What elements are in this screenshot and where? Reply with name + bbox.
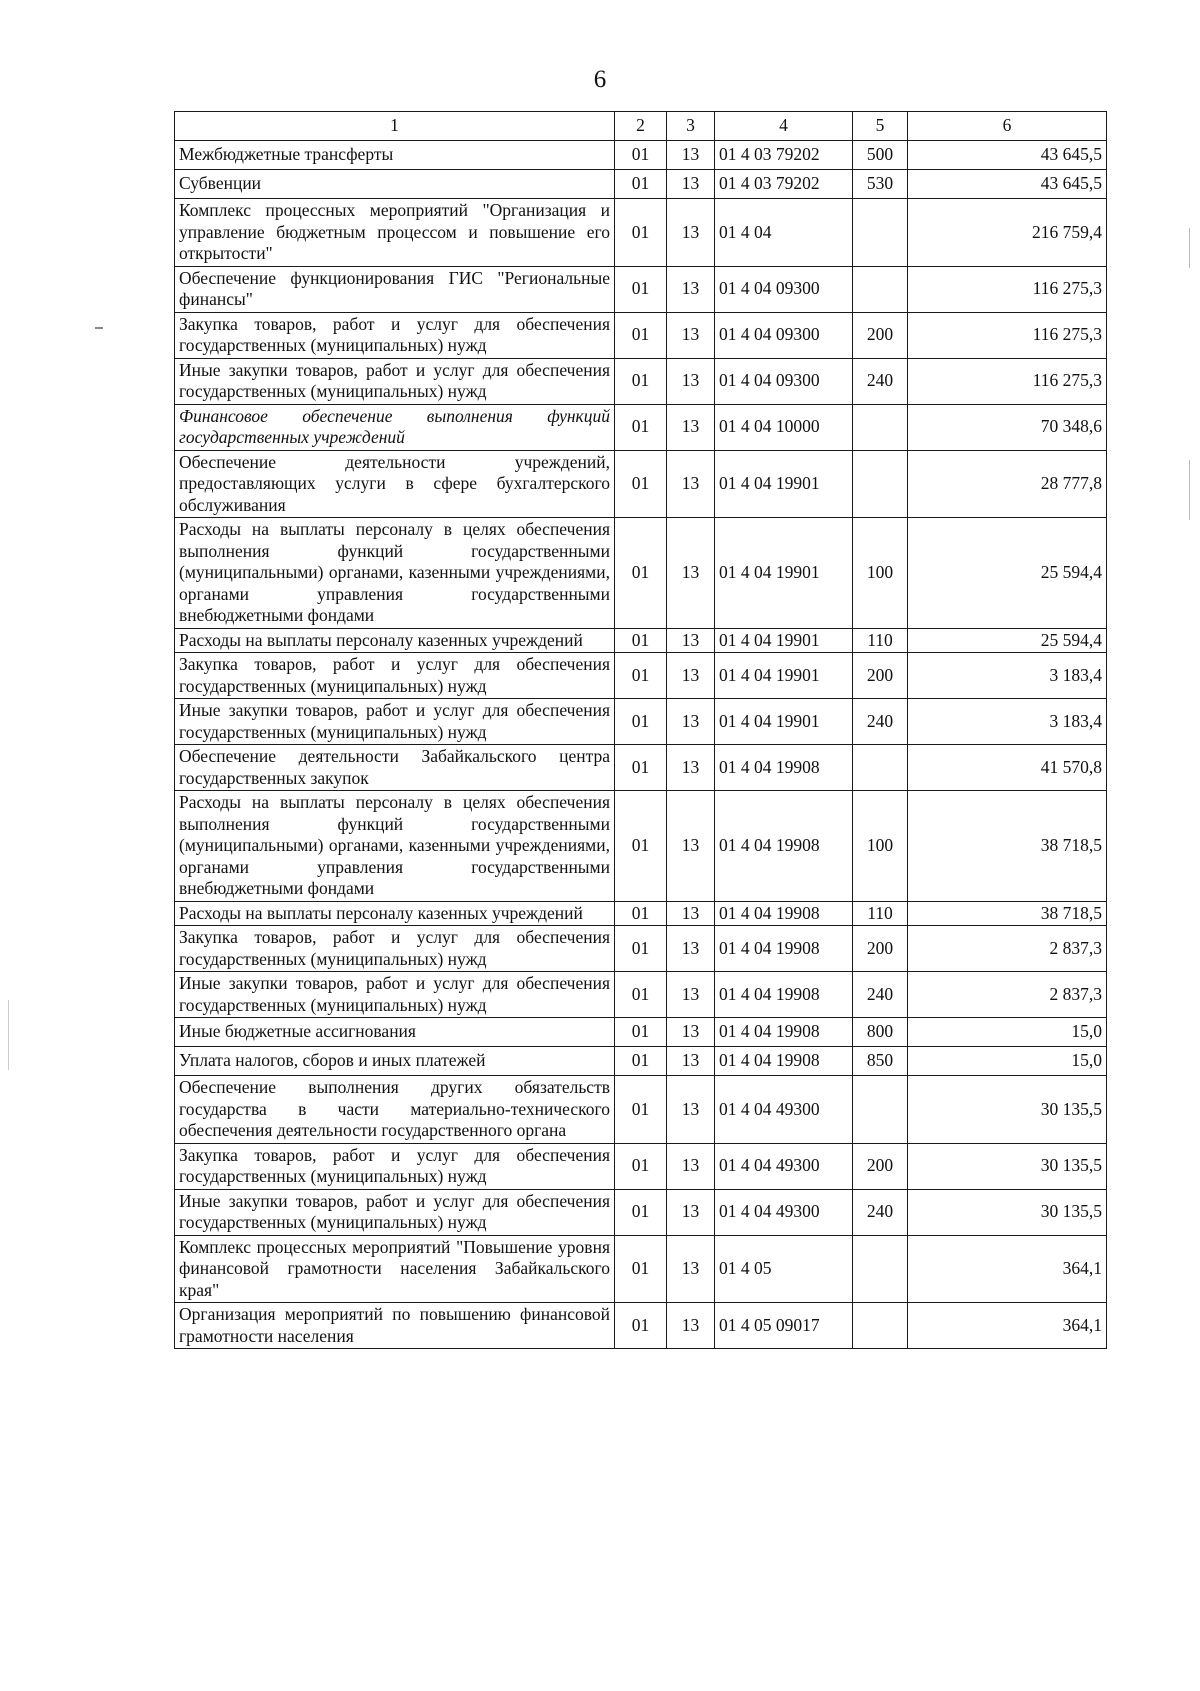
row-expense-type-cell [853, 450, 908, 518]
row-subsection-cell: 13 [667, 745, 715, 791]
row-amount-cell: 116 275,3 [908, 358, 1107, 404]
row-expense-type-cell [853, 199, 908, 267]
row-section-cell: 01 [615, 699, 667, 745]
row-subsection-cell: 13 [667, 266, 715, 312]
row-name-cell: Обеспечение деятельности учреждений, предоставляющих услуги в сфере бухгалтерского обслуживания [175, 450, 615, 518]
row-expense-type-cell: 530 [853, 170, 908, 199]
row-target-code-cell: 01 4 04 49300 [715, 1189, 853, 1235]
row-name-cell: Иные бюджетные ассигнования [175, 1018, 615, 1047]
row-expense-type-cell: 110 [853, 901, 908, 926]
row-section-cell: 01 [615, 1189, 667, 1235]
row-section-cell: 01 [615, 1143, 667, 1189]
table-row [175, 450, 1107, 518]
row-name-cell: Обеспечение выполнения других обязательств государства в части материально-технического обеспечения деятельности государственного органа [175, 1076, 615, 1144]
row-subsection-cell: 13 [667, 170, 715, 199]
row-name-cell: Иные закупки товаров, работ и услуг для обеспечения государственных (муниципальных) нужд [175, 699, 615, 745]
row-amount-cell: 364,1 [908, 1303, 1107, 1349]
row-subsection-cell: 13 [667, 1076, 715, 1144]
row-expense-type-cell: 850 [853, 1047, 908, 1076]
row-expense-type-cell [853, 404, 908, 450]
row-subsection-cell: 13 [667, 1189, 715, 1235]
row-expense-type-cell: 200 [853, 1143, 908, 1189]
row-section-cell: 01 [615, 901, 667, 926]
row-name-cell: Иные закупки товаров, работ и услуг для обеспечения государственных (муниципальных) нужд [175, 1189, 615, 1235]
column-header-3: 3 [667, 112, 715, 141]
scan-mark [1189, 460, 1190, 520]
row-amount-cell: 364,1 [908, 1235, 1107, 1303]
row-target-code-cell: 01 4 04 19908 [715, 1047, 853, 1076]
table-row [175, 628, 1107, 653]
row-amount-cell: 15,0 [908, 1047, 1107, 1076]
row-name-cell: Обеспечение функционирования ГИС "Региональные финансы" [175, 266, 615, 312]
row-section-cell: 01 [615, 170, 667, 199]
header-row [175, 112, 1107, 141]
row-target-code-cell: 01 4 04 49300 [715, 1143, 853, 1189]
row-amount-cell: 2 837,3 [908, 926, 1107, 972]
table-row [175, 699, 1107, 745]
table-row [175, 972, 1107, 1018]
row-section-cell: 01 [615, 1303, 667, 1349]
row-target-code-cell: 01 4 04 09300 [715, 358, 853, 404]
row-target-code-cell: 01 4 04 19901 [715, 653, 853, 699]
table-row [175, 653, 1107, 699]
row-target-code-cell: 01 4 04 10000 [715, 404, 853, 450]
row-expense-type-cell: 240 [853, 699, 908, 745]
row-name-cell: Расходы на выплаты персоналу в целях обеспечения выполнения функций государственными (муниципальными) органами, казенными учреждениями, органами управления государственными внебюджетными фондами [175, 791, 615, 902]
row-section-cell: 01 [615, 266, 667, 312]
row-section-cell: 01 [615, 1235, 667, 1303]
row-expense-type-cell: 500 [853, 141, 908, 170]
row-name-cell: Уплата налогов, сборов и иных платежей [175, 1047, 615, 1076]
row-target-code-cell: 01 4 04 19901 [715, 450, 853, 518]
row-amount-cell: 116 275,3 [908, 266, 1107, 312]
row-name-cell: Комплекс процессных мероприятий "Организация и управление бюджетным процессом и повышение его открытости" [175, 199, 615, 267]
row-expense-type-cell: 240 [853, 972, 908, 1018]
row-subsection-cell: 13 [667, 926, 715, 972]
row-subsection-cell: 13 [667, 358, 715, 404]
scan-mark [1189, 228, 1190, 268]
row-amount-cell: 43 645,5 [908, 141, 1107, 170]
row-section-cell: 01 [615, 141, 667, 170]
table-row [175, 926, 1107, 972]
row-subsection-cell: 13 [667, 141, 715, 170]
row-subsection-cell: 13 [667, 1235, 715, 1303]
row-target-code-cell: 01 4 03 79202 [715, 170, 853, 199]
row-amount-cell: 38 718,5 [908, 901, 1107, 926]
row-subsection-cell: 13 [667, 1018, 715, 1047]
column-header-1: 1 [175, 112, 615, 141]
row-amount-cell: 41 570,8 [908, 745, 1107, 791]
row-amount-cell: 70 348,6 [908, 404, 1107, 450]
row-subsection-cell: 13 [667, 450, 715, 518]
row-name-cell: Расходы на выплаты персоналу в целях обеспечения выполнения функций государственными (муниципальными) органами, казенными учреждениями, органами управления государственными внебюджетными фондами [175, 518, 615, 629]
row-amount-cell: 3 183,4 [908, 653, 1107, 699]
row-amount-cell: 25 594,4 [908, 628, 1107, 653]
row-target-code-cell: 01 4 04 19908 [715, 791, 853, 902]
row-target-code-cell: 01 4 04 09300 [715, 266, 853, 312]
page-number: 6 [593, 66, 607, 93]
row-amount-cell: 3 183,4 [908, 699, 1107, 745]
row-expense-type-cell: 110 [853, 628, 908, 653]
row-section-cell: 01 [615, 653, 667, 699]
row-amount-cell: 25 594,4 [908, 518, 1107, 629]
row-target-code-cell: 01 4 04 09300 [715, 312, 853, 358]
row-name-cell: Закупка товаров, работ и услуг для обеспечения государственных (муниципальных) нужд [175, 1143, 615, 1189]
row-section-cell: 01 [615, 312, 667, 358]
row-expense-type-cell [853, 1303, 908, 1349]
row-subsection-cell: 13 [667, 653, 715, 699]
table-row [175, 266, 1107, 312]
row-subsection-cell: 13 [667, 1143, 715, 1189]
table-row [175, 1143, 1107, 1189]
row-name-cell: Иные закупки товаров, работ и услуг для обеспечения государственных (муниципальных) нужд [175, 972, 615, 1018]
row-section-cell: 01 [615, 972, 667, 1018]
row-section-cell: 01 [615, 404, 667, 450]
row-target-code-cell: 01 4 05 09017 [715, 1303, 853, 1349]
row-amount-cell: 28 777,8 [908, 450, 1107, 518]
row-expense-type-cell: 200 [853, 653, 908, 699]
row-section-cell: 01 [615, 926, 667, 972]
row-name-cell: Субвенции [175, 170, 615, 199]
row-target-code-cell: 01 4 04 19908 [715, 1018, 853, 1047]
row-expense-type-cell: 240 [853, 1189, 908, 1235]
row-subsection-cell: 13 [667, 628, 715, 653]
table-row [175, 170, 1107, 199]
scan-mark [95, 327, 103, 329]
row-amount-cell: 43 645,5 [908, 170, 1107, 199]
table-row [175, 1076, 1107, 1144]
budget-table [174, 111, 1107, 1349]
row-target-code-cell: 01 4 04 19908 [715, 901, 853, 926]
row-target-code-cell: 01 4 04 49300 [715, 1076, 853, 1144]
table-row [175, 745, 1107, 791]
row-subsection-cell: 13 [667, 199, 715, 267]
row-section-cell: 01 [615, 1047, 667, 1076]
row-section-cell: 01 [615, 791, 667, 902]
row-target-code-cell: 01 4 04 19908 [715, 972, 853, 1018]
row-subsection-cell: 13 [667, 518, 715, 629]
row-section-cell: 01 [615, 199, 667, 267]
row-name-cell: Организация мероприятий по повышению финансовой грамотности населения [175, 1303, 615, 1349]
table-row [175, 791, 1107, 902]
table-row [175, 518, 1107, 629]
row-name-cell: Закупка товаров, работ и услуг для обеспечения государственных (муниципальных) нужд [175, 926, 615, 972]
column-header-6: 6 [908, 112, 1107, 141]
row-amount-cell: 15,0 [908, 1018, 1107, 1047]
row-expense-type-cell [853, 1076, 908, 1144]
row-section-cell: 01 [615, 1018, 667, 1047]
row-amount-cell: 2 837,3 [908, 972, 1107, 1018]
row-target-code-cell: 01 4 04 19901 [715, 628, 853, 653]
row-expense-type-cell: 200 [853, 312, 908, 358]
row-subsection-cell: 13 [667, 312, 715, 358]
row-expense-type-cell [853, 266, 908, 312]
row-expense-type-cell: 200 [853, 926, 908, 972]
row-section-cell: 01 [615, 1076, 667, 1144]
row-target-code-cell: 01 4 04 19908 [715, 745, 853, 791]
row-name-cell: Иные закупки товаров, работ и услуг для обеспечения государственных (муниципальных) нужд [175, 358, 615, 404]
row-section-cell: 01 [615, 628, 667, 653]
row-amount-cell: 38 718,5 [908, 791, 1107, 902]
row-section-cell: 01 [615, 450, 667, 518]
row-subsection-cell: 13 [667, 1303, 715, 1349]
row-section-cell: 01 [615, 745, 667, 791]
table-row [175, 901, 1107, 926]
scan-mark [8, 1000, 9, 1070]
row-subsection-cell: 13 [667, 1047, 715, 1076]
table-row [175, 404, 1107, 450]
row-subsection-cell: 13 [667, 972, 715, 1018]
column-header-4: 4 [715, 112, 853, 141]
row-amount-cell: 30 135,5 [908, 1076, 1107, 1144]
row-name-cell: Закупка товаров, работ и услуг для обеспечения государственных (муниципальных) нужд [175, 653, 615, 699]
row-target-code-cell: 01 4 04 19901 [715, 699, 853, 745]
row-expense-type-cell [853, 1235, 908, 1303]
row-name-cell: Обеспечение деятельности Забайкальского центра государственных закупок [175, 745, 615, 791]
table-row [175, 1235, 1107, 1303]
table-row [175, 141, 1107, 170]
row-amount-cell: 116 275,3 [908, 312, 1107, 358]
table-row [175, 1189, 1107, 1235]
row-target-code-cell: 01 4 04 19901 [715, 518, 853, 629]
row-expense-type-cell: 100 [853, 791, 908, 902]
row-amount-cell: 30 135,5 [908, 1143, 1107, 1189]
row-name-cell: Комплекс процессных мероприятий "Повышение уровня финансовой грамотности населения Забайкальского края" [175, 1235, 615, 1303]
table-row [175, 1303, 1107, 1349]
column-header-2: 2 [615, 112, 667, 141]
table-row [175, 358, 1107, 404]
row-target-code-cell: 01 4 04 19908 [715, 926, 853, 972]
row-expense-type-cell [853, 745, 908, 791]
row-section-cell: 01 [615, 518, 667, 629]
row-section-cell: 01 [615, 358, 667, 404]
table-row [175, 1047, 1107, 1076]
row-target-code-cell: 01 4 04 [715, 199, 853, 267]
row-subsection-cell: 13 [667, 404, 715, 450]
row-amount-cell: 216 759,4 [908, 199, 1107, 267]
row-expense-type-cell: 800 [853, 1018, 908, 1047]
table-row [175, 312, 1107, 358]
column-header-5: 5 [853, 112, 908, 141]
table-row [175, 1018, 1107, 1047]
row-name-cell: Межбюджетные трансферты [175, 141, 615, 170]
row-name-cell: Закупка товаров, работ и услуг для обеспечения государственных (муниципальных) нужд [175, 312, 615, 358]
table-body [175, 141, 1107, 1349]
row-expense-type-cell: 100 [853, 518, 908, 629]
row-name-cell: Расходы на выплаты персоналу казенных учреждений [175, 901, 615, 926]
row-subsection-cell: 13 [667, 791, 715, 902]
table-row [175, 199, 1107, 267]
row-target-code-cell: 01 4 03 79202 [715, 141, 853, 170]
row-amount-cell: 30 135,5 [908, 1189, 1107, 1235]
row-subsection-cell: 13 [667, 901, 715, 926]
row-target-code-cell: 01 4 05 [715, 1235, 853, 1303]
row-expense-type-cell: 240 [853, 358, 908, 404]
row-name-cell: Расходы на выплаты персоналу казенных учреждений [175, 628, 615, 653]
row-name-cell: Финансовое обеспечение выполнения функций государственных учреждений [175, 404, 615, 450]
row-subsection-cell: 13 [667, 699, 715, 745]
